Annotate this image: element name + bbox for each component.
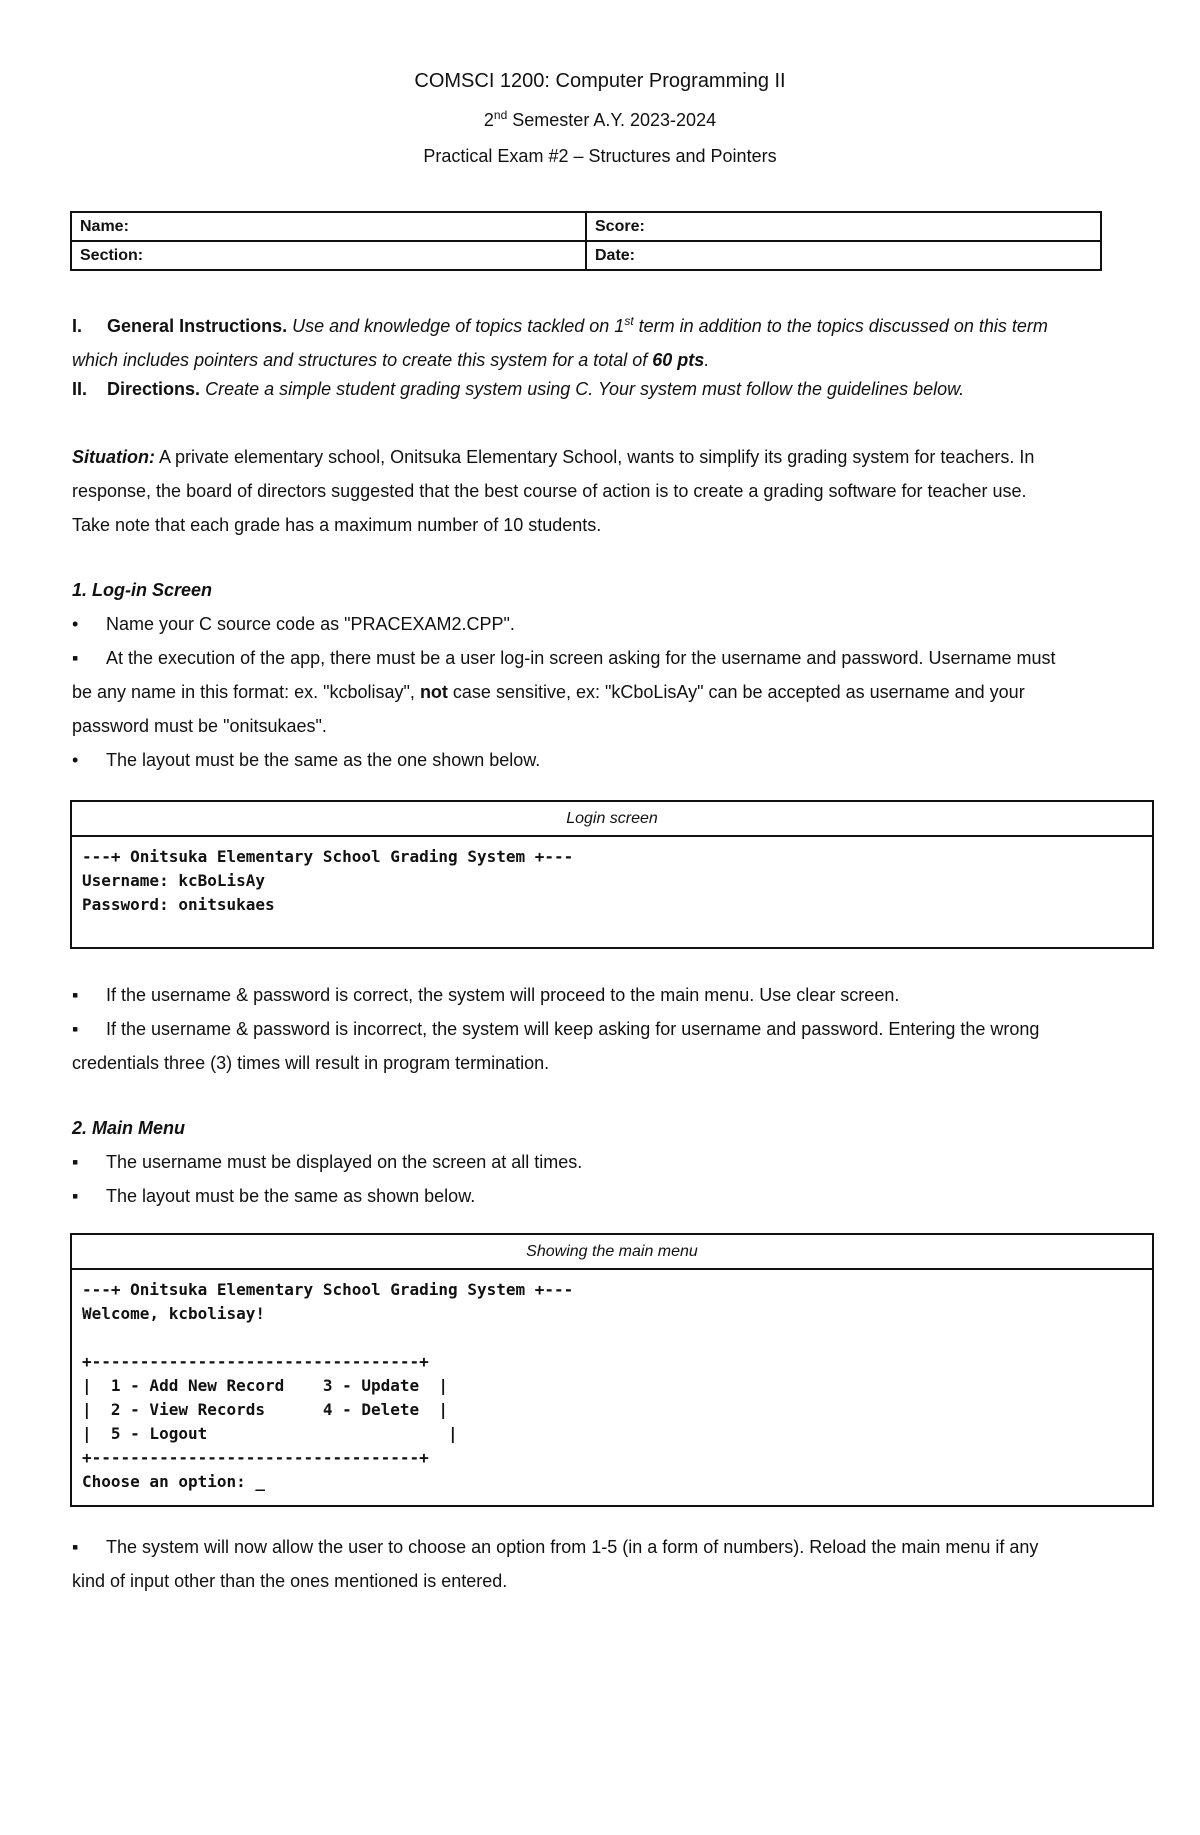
main-menu-box-caption: Showing the main menu — [72, 1235, 1152, 1270]
login-box-caption: Login screen — [72, 802, 1152, 837]
bullet-login-requirement: ▪ At the execution of the app, there must be a user log-in screen asking for the username and password. Username must be any name in this format: ex. "kcbolisay", not case sensitive, ex: "kCboLisAy" can be accepted as username and your password must be "onitsukaes". — [72, 648, 1056, 736]
bullet-incorrect-credentials: ▪ If the username & password is incorrect, the system will keep asking for username and password. Entering the wrong credentials three (3) times will result in program termination. — [72, 1019, 1040, 1073]
bullet-option-choice: ▪ The system will now allow the user to choose an option from 1-5 (in a form of numbers). Reload the main menu if any kind of input other than the ones mentioned is entered. — [72, 1537, 1039, 1591]
section-cell: Section: — [71, 241, 586, 270]
score-cell: Score: — [586, 212, 1101, 241]
semester-line: 2nd Semester A.Y. 2023-2024 — [483, 108, 717, 130]
section-login-title: 1. Log-in Screen — [72, 580, 213, 600]
name-cell: Name: — [71, 212, 586, 241]
main-menu-box — [70, 1233, 1154, 1507]
directions: II. Directions. Create a simple student grading system using C. Your system must follow the guidelines below. — [72, 379, 965, 399]
section-main-menu-title: 2. Main Menu — [72, 1118, 186, 1138]
main-menu-code: ---+ Onitsuka Elementary School Grading System +--- Welcome, kcbolisay! +----------------------------------+ | 1 - Add New Record 3 - Update | | 2 - View Records 4 - Delete | | 5 - Logout | +----------------------------------+ Choose an option: _ — [82, 1280, 574, 1491]
bullet-source-name: • Name your C source code as "PRACEXAM2.CPP". — [72, 614, 515, 634]
student-info-table — [70, 211, 1102, 271]
situation-paragraph: Situation: A private elementary school, Onitsuka Elementary School, wants to simplify its grading system for teachers. In response, the board of directors suggested that the best course of action is to create a grading software for teacher use. Take note that each grade has a maximum number of 10 students. — [72, 447, 1035, 535]
login-screen-code: ---+ Onitsuka Elementary School Grading System +--- Username: kcBoLisAy Password: onitsukaes — [82, 847, 574, 914]
date-cell: Date: — [586, 241, 1101, 270]
bullet-correct-credentials: ▪ If the username & password is correct, the system will proceed to the main menu. Use clear screen. — [72, 985, 900, 1005]
bullet-menu-layout: ▪ The layout must be the same as shown below. — [72, 1186, 476, 1206]
general-instructions: I. General Instructions. Use and knowledge of topics tackled on 1st term in addition to the topics discussed on this term which includes pointers and structures to create this system for a total of 60 pts. — [72, 314, 1048, 370]
exam-title: Practical Exam #2 – Structures and Pointers — [423, 146, 777, 166]
bullet-username-display: ▪ The username must be displayed on the screen at all times. — [72, 1152, 583, 1172]
bullet-layout-note: • The layout must be the same as the one shown below. — [72, 750, 541, 770]
login-screen-box — [70, 800, 1154, 949]
course-title: COMSCI 1200: Computer Programming II — [414, 70, 786, 92]
